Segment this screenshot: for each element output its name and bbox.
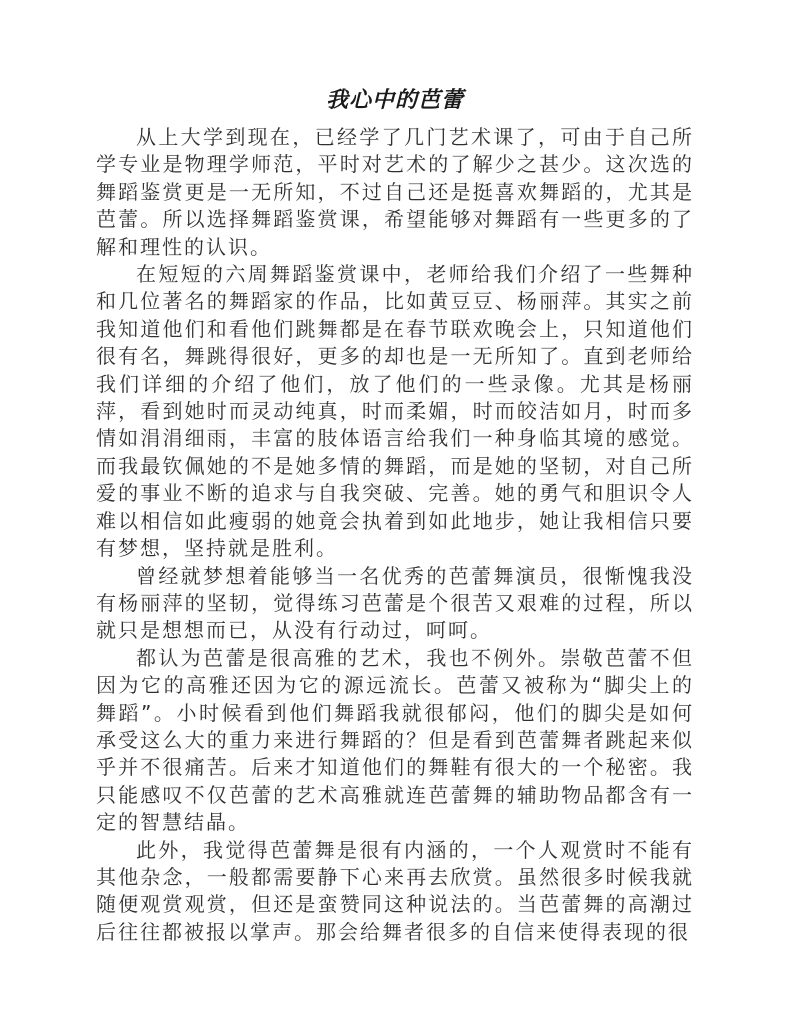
- paragraph-3: 曾经就梦想着能够当一名优秀的芭蕾舞演员，很惭愧我没有杨丽萍的坚韧，觉得练习芭蕾是个很苦又艰难的过程，所以就只是想想而已，从没有行动过，呵呵。: [96, 563, 694, 643]
- paragraph-4: 都认为芭蕾是很高雅的艺术，我也不例外。崇敬芭蕾不但因为它的高雅还因为它的源远流长。芭蕾又被称为“脚尖上的舞蹈”。小时候看到他们舞蹈我就很郁闷，他们的脚尖是如何承受这么大的重力来进行舞蹈的？但是看到芭蕾舞者跳起来似乎并不很痛苦。后来才知道他们的舞鞋有很大的一个秘密。我只能感叹不仅芭蕾的艺术高雅就连芭蕾舞的辅助物品都含有一定的智慧结晶。: [96, 645, 694, 835]
- document-title: 我心中的芭蕾: [325, 88, 464, 113]
- paragraph-1: 从上大学到现在，已经学了几门艺术课了，可由于自己所学专业是物理学师范，平时对艺术的了解少之甚少。这次选的舞蹈鉴赏更是一无所知，不过自己还是挺喜欢舞蹈的，尤其是芭蕾。所以选择舞蹈鉴赏课，希望能够对舞蹈有一些更多的了解和理性的认识。: [96, 125, 694, 259]
- paragraph-2: 在短短的六周舞蹈鉴赏课中，老师给我们介绍了一些舞种和几位著名的舞蹈家的作品，比如黄豆豆、杨丽萍。其实之前我知道他们和看他们跳舞都是在春节联欢晚会上，只知道他们很有名，舞跳得很好，更多的却也是一无所知了。直到老师给我们详细的介绍了他们，放了他们的一些录像。尤其是杨丽萍，看到她时而灵动纯真，时而柔媚，时而皎洁如月，时而多情如涓涓细雨，丰富的肢体语言给我们一种身临其境的感觉。而我最钦佩她的不是她多情的舞蹈，而是她的坚韧，对自己所爱的事业不断的追求与自我突破、完善。她的勇气和胆识令人难以相信如此瘦弱的她竟会执着到如此地步，她让我相信只要有梦想，坚持就是胜利。: [96, 262, 694, 561]
- paragraph-5: 此外，我觉得芭蕾舞是很有内涵的，一个人观赏时不能有其他杂念，一般都需要静下心来再去欣赏。虽然很多时候我就随便观赏观赏，但还是蛮赞同这种说法的。当芭蕾舞的高潮过后往往都被报以掌声。那会给舞者很多的自信来使得表现的很: [96, 837, 694, 944]
